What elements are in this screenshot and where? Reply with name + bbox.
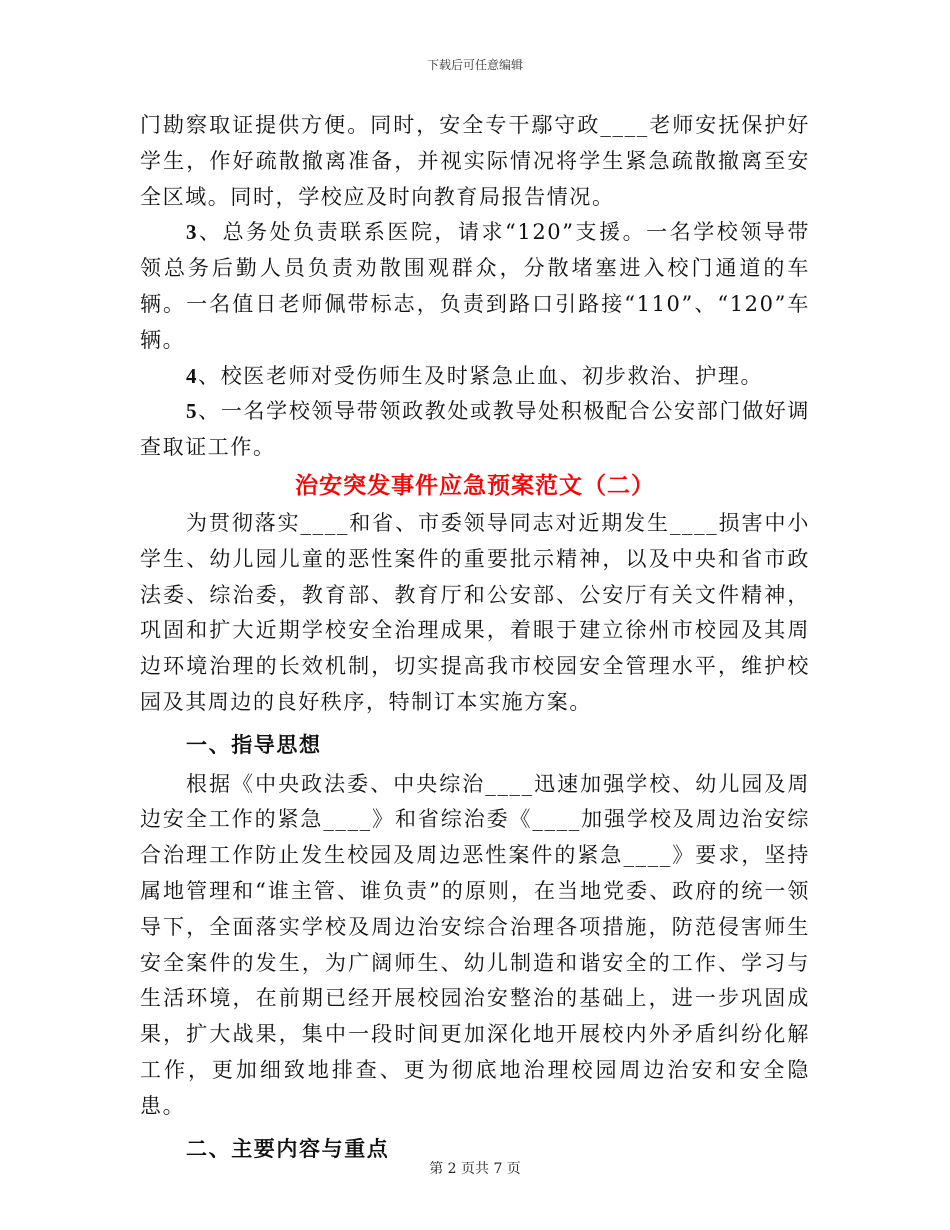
paragraph-item-3 (140, 215, 810, 358)
heading-guiding-ideology: 一、指导思想 (186, 731, 322, 757)
document-body (140, 108, 810, 1170)
item-text: 、校医老师对受伤师生及时紧急止血、初步救治、护理。 (198, 363, 764, 388)
item-text: 、总务处负责联系医院，请求“120”支援。一名学校领导带领总务后勤人员负责劝散围观群众，分散堵塞进入校门通道的车辆。一名值日老师佩带标志，负责到路口引路接“110”、“120”车辆。 (140, 220, 810, 352)
header-watermark: 下载后可任意编辑 (426, 58, 523, 72)
item-number: 3 (186, 220, 199, 245)
guiding-ideology-paragraph: 根据《中央政法委、中央综治____迅速加强学校、幼儿园及周边安全工作的紧急____》和省综治委《____加强学校及周边治安综合治理工作防止发生校园及周边恶性案件的紧急____》要求，坚持属地管理和“谁主管、谁负责”的原则，在当地党委、政府的统一领导下，全面落实学校及周边治安综合治理各项措施，防范侵害师生安全案件的发生，为广阔师生、幼儿制造和谐安全的工作、学习与生活环境，在前期已经开展校园治安整治的基础上，进一步巩固成果，扩大战果，集中一段时间更加深化地开展校内外矛盾纠纷化解工作，更加细致地排查、更为彻底地治理校园周边治安和安全隐患。 (140, 771, 810, 1118)
section-title: 治安突发事件应急预案范文（二） (295, 471, 655, 499)
intro-paragraph: 为贯彻落实____和省、市委领导同志对近期发生____损害中小学生、幼儿园儿童的恶性案件的重要批示精神，以及中央和省市政法委、综治委，教育部、教育厅和公安部、公安厅有关文件精神，巩固和扩大近期学校安全治理成果，着眼于建立徐州市校园及其周边环境治理的长效机制，切实提高我市校园安全管理水平，维护校园及其周边的良好秩序，特制订本实施方案。 (140, 510, 810, 714)
heading-main-content: 二、主要内容与重点 (186, 1135, 390, 1161)
page-number: 第 2 页共 7 页 (429, 1161, 521, 1177)
paragraph-item-5 (140, 394, 810, 466)
paragraph-continued: 门勘察取证提供方便。同时，安全专干鄢守政____老师安抚保护好学生，作好疏散撤离准备，并视实际情况将学生紧急疏散撤离至安全区域。同时，学校应及时向教育局报告情况。 (140, 113, 810, 209)
paragraph-item-4 (140, 359, 810, 395)
item-number: 5 (186, 399, 199, 424)
item-text: 、一名学校领导带领政教处或教导处积极配合公安部门做好调查取证工作。 (140, 399, 810, 460)
item-number: 4 (186, 363, 199, 388)
